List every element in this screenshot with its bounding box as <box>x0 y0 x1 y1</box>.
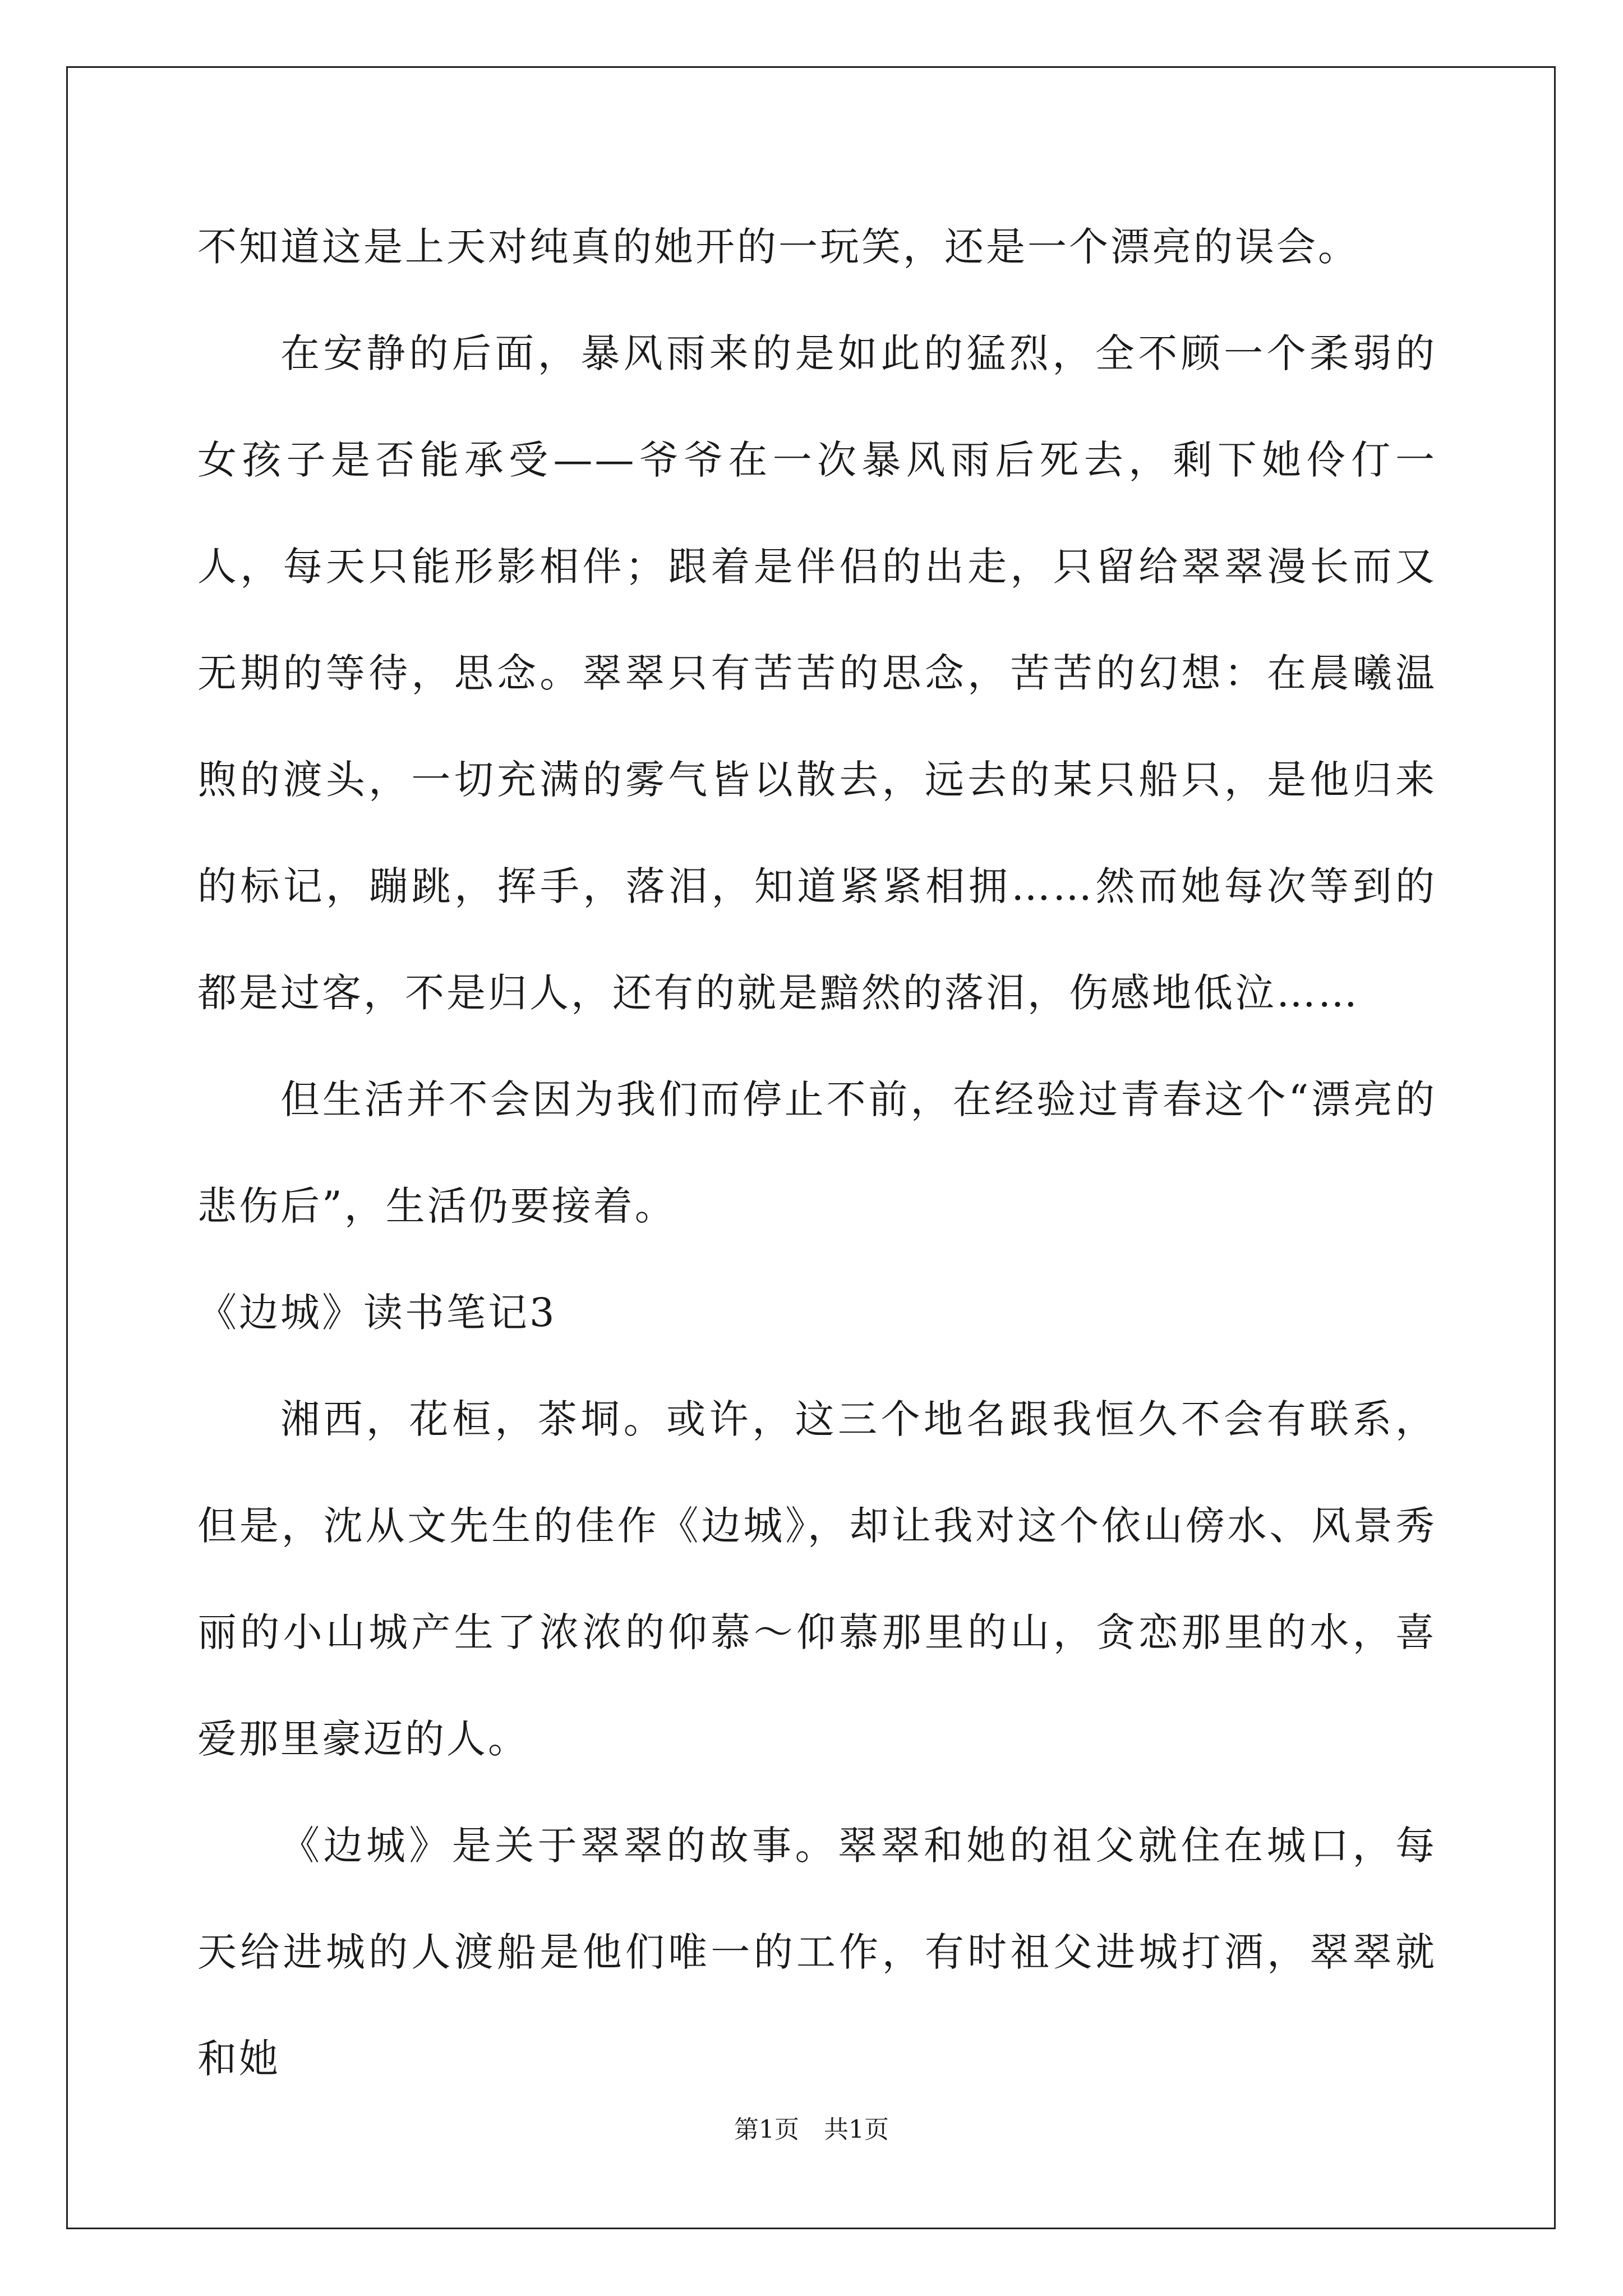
document-body <box>197 194 1437 2112</box>
paragraph-5: 《边城》是关于翠翠的故事。翠翠和她的祖父就住在城口，每天给进城的人渡船是他们唯一的工作，有时祖父进城打酒，翠翠就和她 <box>197 1823 1437 2082</box>
paragraph-2: 在安静的后面，暴风雨来的是如此的猛烈，全不顾一个柔弱的女孩子是否能承受——爷爷在一次暴风雨后死去，剩下她伶仃一人，每天只能形影相伴；跟着是伴侣的出走，只留给翠翠漫长而又无期的等待，思念。翠翠只有苦苦的思念，苦苦的幻想：在晨曦温煦的渡头，一切充满的雾气皆以散去，远去的某只船只，是他归来的标记，蹦跳，挥手，落泪，知道紧紧相拥……然而她每次等到的都是过客，不是归人，还有的就是黯然的落泪，伤感地低泣…… <box>197 330 1437 1016</box>
paragraph-3: 但生活并不会因为我们而停止不前，在经验过青春这个“漂亮的悲伤后”，生活仍要接着。 <box>197 1076 1437 1229</box>
paragraph-1: 不知道这是上天对纯真的她开的一玩笑，还是一个漂亮的误会。 <box>197 224 1359 270</box>
section-heading: 《边城》读书笔记3 <box>197 1290 557 1336</box>
page-number-footer: 第1页 共1页 <box>734 2115 889 2144</box>
paragraph-4: 湘西，花桓，茶垌。或许，这三个地名跟我恒久不会有联系，但是，沈从文先生的佳作《边城》，却让我对这个依山傍水、风景秀丽的小山城产生了浓浓的仰慕～仰慕那里的山，贪恋那里的水，喜爱那里豪迈的人。 <box>197 1396 1437 1762</box>
